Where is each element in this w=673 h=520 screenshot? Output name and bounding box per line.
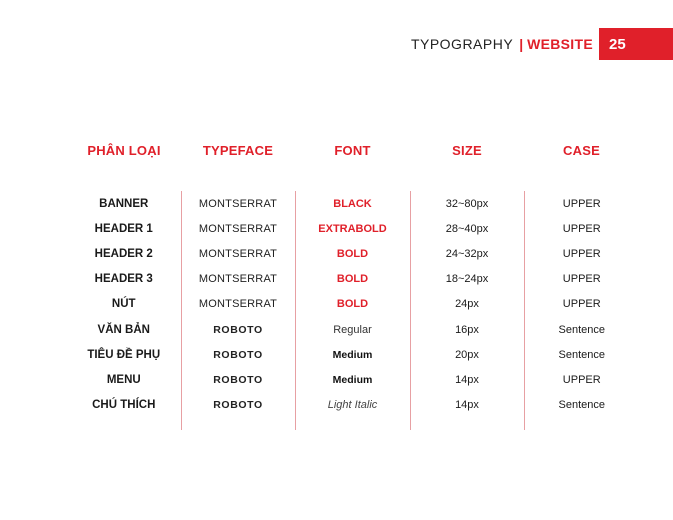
typeface-cell: MONTSERRAT [181,241,295,266]
font-cell: Light Italic [295,393,410,418]
table-row [67,367,639,392]
font-cell: BOLD [295,241,410,266]
size-cell: 14px [410,367,524,392]
case-cell: UPPER [524,292,639,317]
size-cell: 14px [410,393,524,418]
size-cell: 24~32px [410,241,524,266]
font-cell: BOLD [295,267,410,292]
category-cell: NÚT [111,298,136,311]
header-title: TYPOGRAPHY [410,36,514,52]
typeface-cell: ROBOTO [181,317,295,342]
table-row [67,342,639,367]
table-row [67,216,639,241]
typeface-cell: ROBOTO [181,342,295,367]
column-header-size: SIZE [452,142,482,158]
table-header-row [67,137,639,163]
column-header-category: PHÂN LOẠI [87,142,161,158]
table-row [67,191,639,216]
category-cell: HEADER 1 [94,222,153,235]
typeface-cell: ROBOTO [181,393,295,418]
font-cell: BLACK [295,191,410,216]
category-cell: HEADER 2 [94,247,153,260]
case-cell: Sentence [524,317,639,342]
table-row [67,292,639,317]
table-row [67,317,639,342]
column-header-typeface: TYPEFACE [202,142,274,158]
font-cell: Medium [295,367,410,392]
case-cell: UPPER [524,241,639,266]
case-cell: UPPER [524,367,639,392]
font-cell: Regular [295,317,410,342]
font-cell: Medium [295,342,410,367]
category-cell: CHÚ THÍCH [92,399,156,412]
page-number-badge [599,28,673,60]
case-cell: UPPER [524,267,639,292]
table-row [67,267,639,292]
case-cell: Sentence [524,393,639,418]
case-cell: UPPER [524,216,639,241]
category-cell: HEADER 3 [94,273,153,286]
typeface-cell: MONTSERRAT [181,267,295,292]
font-cell: EXTRABOLD [295,216,410,241]
case-cell: Sentence [524,342,639,367]
size-cell: 24px [410,292,524,317]
size-cell: 28~40px [410,216,524,241]
size-cell: 20px [410,342,524,367]
typeface-cell: MONTSERRAT [181,191,295,216]
table-row [67,241,639,266]
header-section: WEBSITE [527,36,593,52]
page-number: 25 [609,35,626,53]
case-cell: UPPER [524,191,639,216]
column-header-font: FONT [334,142,371,158]
typography-table [67,137,639,430]
typeface-cell: ROBOTO [181,367,295,392]
typeface-cell: MONTSERRAT [181,292,295,317]
header-separator: | [519,36,524,52]
column-header-case: CASE [563,142,600,158]
typeface-cell: MONTSERRAT [181,216,295,241]
category-cell: BANNER [99,197,149,210]
category-cell: MENU [106,373,141,386]
size-cell: 18~24px [410,267,524,292]
category-cell: VĂN BẢN [97,323,150,336]
category-cell: TIÊU ĐỀ PHỤ [87,348,161,361]
size-cell: 16px [410,317,524,342]
font-cell: BOLD [295,292,410,317]
table-row [67,393,639,418]
size-cell: 32~80px [410,191,524,216]
page-header [411,28,673,60]
